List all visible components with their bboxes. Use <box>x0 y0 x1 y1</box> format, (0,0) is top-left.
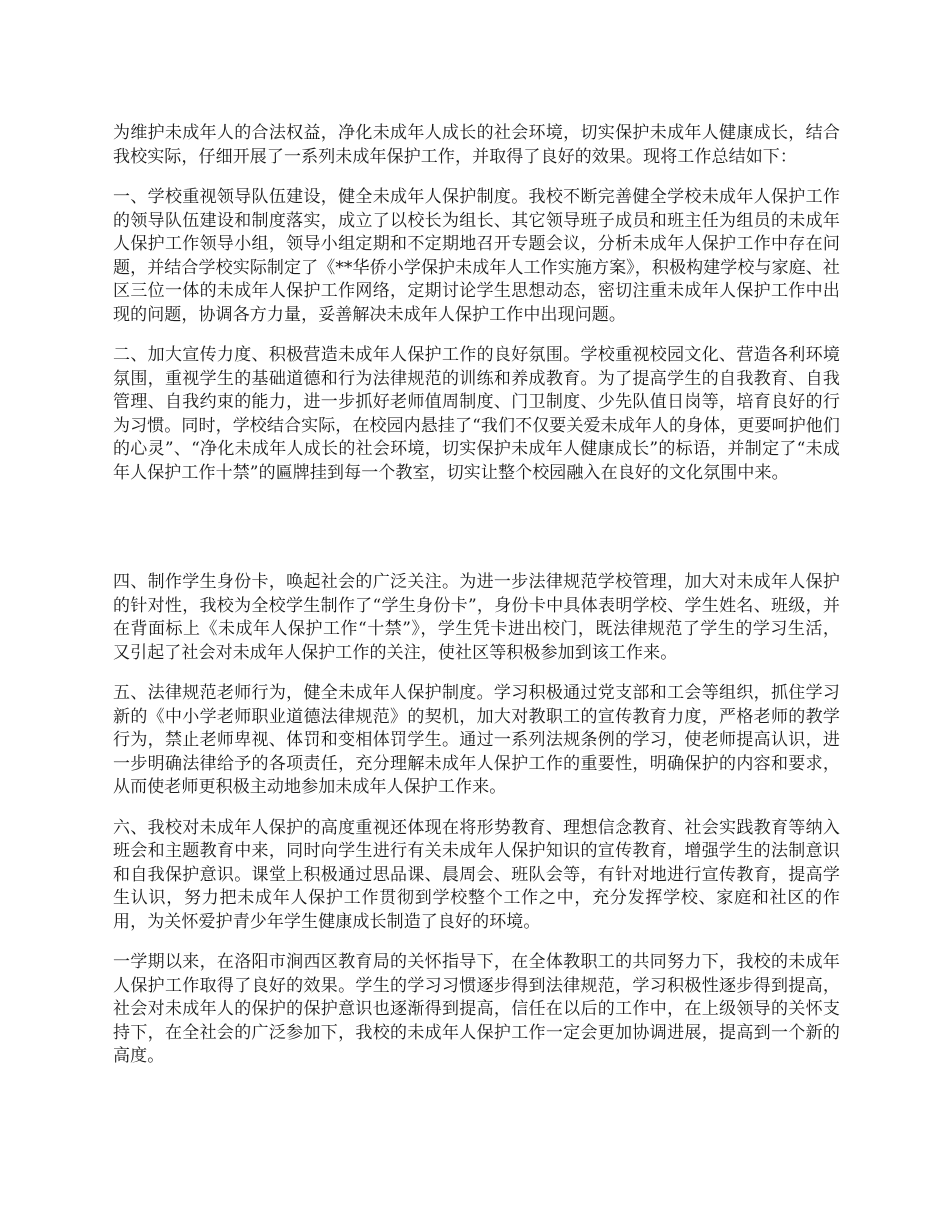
section-2-paragraph: 二、加大宣传力度、积极营造未成年人保护工作的良好氛围。学校重视校园文化、营造各利环境氛围，重视学生的基础道德和行为法律规范的训练和养成教育。为了提高学生的自我教育、自我管理、自我约束的能力，进一步抓好老师值周制度、门卫制度、少先队值日岗等，培育良好的行为习惯。同时，学校结合实际，在校园内悬挂了“我们不仅要关爱未成年人的身体，更要呵护他们的心灵”、“净化未成年人成长的社会环境，切实保护未成年人健康成长”的标语，并制定了“未成年人保护工作十禁”的匾牌挂到每一个教室，切实让整个校园融入在良好的文化氛围中来。 <box>113 345 840 483</box>
section-6-paragraph: 六、我校对未成年人保护的高度重视还体现在将形势教育、理想信念教育、社会实践教育等纳入班会和主题教育中来，同时向学生进行有关未成年人保护知识的宣传教育，增强学生的法制意识和自我保护意识。课堂上积极通过思品课、晨周会、班队会等，有针对地进行宣传教育，提高学生认识，努力把未成年人保护工作贯彻到学校整个工作之中，充分发挥学校、家庭和社区的作用，为关怀爱护青少年学生健康成长制造了良好的环境。 <box>113 817 840 932</box>
paragraph-spacer <box>113 665 840 682</box>
paragraph-spacer <box>113 327 840 344</box>
section-4-paragraph: 四、制作学生身份卡，唤起社会的广泛关注。为进一步法律规范学校管理，加大对未成年人保护的针对性，我校为全校学生制作了“学生身份卡”，身份卡中具体表明学校、学生姓名、班级，并在背面标上《未成年人保护工作“十禁”》，学生凭卡进出校门，既法律规范了学生的学习生活，又引起了社会对未成年人保护工作的关注，使社区等积极参加到该工作来。 <box>113 572 840 663</box>
intro-paragraph: 为维护未成年人的合法权益，净化未成年人成长的社会环境，切实保护未成年人健康成长，结合我校实际，仔细开展了一系列未成年保护工作，并取得了良好的效果。现将工作总结如下： <box>113 123 840 167</box>
document-body <box>113 122 840 1069</box>
section-5-paragraph: 五、法律规范老师行为，健全未成年人保护制度。学习积极通过党支部和工会等组织，抓住学习新的《中小学老师职业道德法律规范》的契机，加大对教职工的宣传教育力度，严格老师的教学行为，禁止老师卑视、体罚和变相体罚学生。通过一系列法规条例的学习，使老师提高认识，进一步明确法律给予的各项责任，充分理解未成年人保护工作的重要性，明确保护的内容和要求，从而使老师更积极主动地参加未成年人保护工作来。 <box>113 683 840 797</box>
conclusion-paragraph: 一学期以来，在洛阳市涧西区教育局的关怀指导下，在全体教职工的共同努力下，我校的未成年人保护工作取得了良好的效果。学生的学习习惯逐步得到法律规范，学习积极性逐步得到提高，社会对未成年人的保护的保护意识也逐渐得到提高，信任在以后的工作中，在上级领导的关怀支持下，在全社会的广泛参加下，我校的未成年人保护工作一定会更加协调进展，提高到一个新的高度。 <box>113 952 840 1066</box>
section-gap <box>113 485 840 571</box>
paragraph-spacer <box>113 934 840 951</box>
paragraph-spacer <box>113 169 840 186</box>
section-1-paragraph: 一、学校重视领导队伍建设，健全未成年人保护制度。我校不断完善健全学校未成年人保护工作的领导队伍建设和制度落实，成立了以校长为组长、其它领导班子成员和班主任为组员的未成年人保护工作领导小组，领导小组定期和不定期地召开专题会议，分析未成年人保护工作中存在问题，并结合学校实际制定了《**华侨小学保护未成年人工作实施方案》，积极构建学校与家庭、社区三位一体的未成年人保护工作网络，定期讨论学生思想动态，密切注重未成年人保护工作中出现的问题，协调各方力量，妥善解决未成年人保护工作中出现问题。 <box>113 187 840 325</box>
paragraph-spacer <box>113 800 840 817</box>
